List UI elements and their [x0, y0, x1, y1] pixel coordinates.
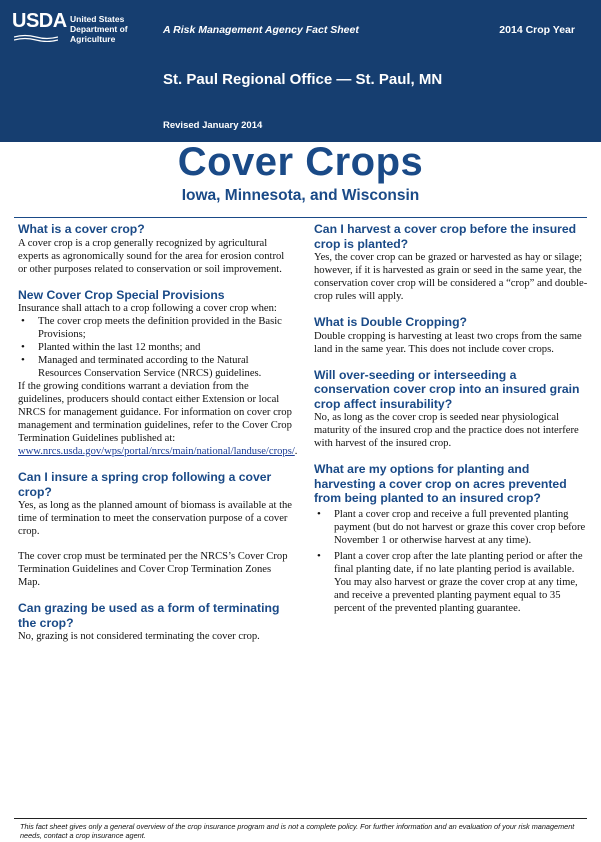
fact-sheet-label: A Risk Management Agency Fact Sheet: [163, 24, 359, 36]
list-item: • Plant a cover crop and receive a full prevented planting payment (but do not harvest or graze this cover crop before November 1 or otherwise harvest at any time).: [314, 508, 591, 547]
agency-line: Department of: [70, 24, 128, 34]
nrcs-guidelines-link[interactable]: www.nrcs.usda.gov/wps/portal/nrcs/main/national/landuse/crops/: [18, 446, 295, 457]
list-item: • The cover crop meets the definition provided in the Basic Provisions;: [18, 315, 294, 341]
link-tail: .: [294, 446, 298, 457]
right-column: [314, 222, 591, 615]
regional-office: St. Paul Regional Office — St. Paul, MN: [163, 71, 443, 88]
section-heading: What is Double Cropping?: [314, 315, 468, 329]
section-heading: New Cover Crop Special Provisions: [18, 287, 225, 302]
section-heading: Will over-seeding or interseeding a conservation cover crop into an insured grain crop affect insurability?: [314, 367, 580, 411]
left-column: [18, 222, 298, 643]
agency-name: [70, 14, 160, 44]
title-divider: [14, 217, 587, 218]
page-subtitle: Iowa, Minnesota, and Wisconsin: [181, 187, 420, 204]
section-heading: Can grazing be used as a form of terminating the crop?: [18, 601, 280, 630]
usda-logo-text: USDA: [12, 10, 67, 32]
usda-hills-icon: [14, 34, 58, 42]
list-item: • Plant a cover crop after the late planting period or after the final planting date, if no late planting period is available. You may also harvest or graze the cover crop at any time, and receive a prevented planting payment equal to 35 percent of the prevented planting guarantee.: [314, 550, 591, 615]
section-body: Yes, the cover crop can be grazed or harvested as hay or silage; however, if it is harvested as grain or seed in the same year, the conservation cover crop will be considered a “crop” and double-crop rules will apply.: [314, 252, 588, 302]
agency-line: Agriculture: [70, 34, 116, 44]
page-title: Cover Crops: [177, 140, 424, 184]
footer-disclaimer: This fact sheet gives only a general overview of the crop insurance program and is not a complete policy. For further information and an evaluation of your risk management needs, contact a crop insurance agent.: [20, 822, 575, 840]
guidance-text: If the growing conditions warrant a deviation from the guidelines, producers should contact either Extension or local NRCS for management guidance. For information on cover crop management and termination guidelines, refer to the Cover Crop Termination Guidelines published at:: [18, 381, 292, 444]
section-body: A cover crop is a crop generally recognized by agricultural experts as agronomically sound for the area for erosion control or other purposes related to conservation or soil improvement.: [18, 237, 285, 275]
revised-date: Revised January 2014: [163, 120, 263, 131]
section-heading: Can I insure a spring crop following a cover crop?: [18, 470, 272, 499]
options-list: [314, 508, 591, 615]
section-body: Double cropping is harvesting at least two crops from the same land in the same year. This does not include cover crops.: [314, 330, 582, 355]
section-body: The cover crop must be terminated per the NRCS’s Cover Crop Termination Guidelines and Cover Crop Termination Zones Map.: [18, 551, 288, 588]
section-body: Yes, as long as the planned amount of biomass is available at the time of termination to meet the conservation purpose of a cover crop.: [18, 500, 293, 537]
section-heading: Can I harvest a cover crop before the insured crop is planted?: [314, 222, 577, 251]
list-item: • Planted within the last 12 months; and: [18, 341, 294, 354]
section-body: Insurance shall attach to a crop following a cover crop when:: [18, 303, 277, 314]
crop-year: 2014 Crop Year: [499, 24, 575, 36]
usda-logo-mark: [12, 10, 67, 42]
usda-logo[interactable]: [12, 12, 162, 42]
section-heading: What is a cover crop?: [18, 222, 145, 236]
footer-divider: [14, 818, 587, 819]
header-banner: [0, 0, 601, 142]
agency-line: United States: [70, 14, 125, 24]
section-heading: What are my options for planting and harvesting a cover crop on acres prevented from being planted to an insured crop?: [314, 462, 567, 505]
list-item: • Managed and terminated according to the Natural Resources Conservation Service (NRCS) guidelines.: [18, 354, 294, 380]
provisions-list: [18, 315, 294, 380]
section-body: [18, 380, 298, 458]
section-body: No, as long as the cover crop is seeded near physiological maturity of the insured crop and the practice does not interfere with harvest of the insured crop.: [314, 412, 579, 449]
section-body: No, grazing is not considered terminating the cover crop.: [18, 631, 260, 642]
